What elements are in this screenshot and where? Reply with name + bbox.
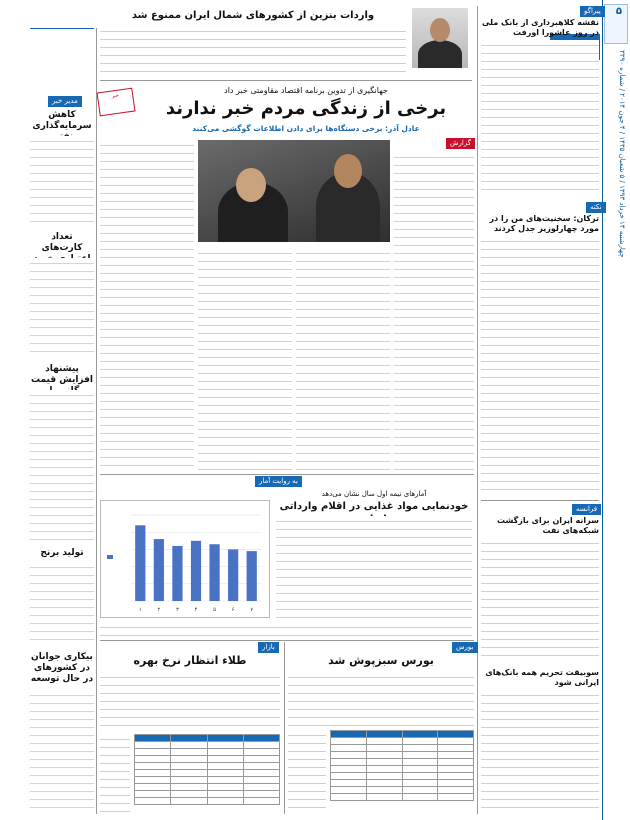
- chart-x-tick-label: ۲: [157, 607, 161, 613]
- main-body-col: [296, 248, 390, 470]
- top-right-body: [481, 40, 599, 196]
- chart-bar: [135, 525, 145, 601]
- main-headline: برخی از زندگی مردم خبر ندارند: [165, 98, 447, 119]
- bourse-table: [330, 730, 474, 801]
- bourse-body-2: [288, 730, 326, 814]
- top-right-title: نقشه کلاهبرداری از بانک ملی در روز عاشورا اورفت: [481, 18, 599, 37]
- left-item-body: [30, 562, 94, 642]
- chart-x-tick-label: ۶: [231, 607, 235, 613]
- main-kicker: جهانگیری از تدوین برنامه اقتصاد مقاومتی خبر داد: [224, 86, 388, 95]
- right-body-2: [481, 236, 599, 496]
- main-subhead: عادل آذر: برخی دستگاه‌ها برای دادن اطلاعات گوگشی می‌کنند: [192, 124, 420, 133]
- left-item-title: کاهش سرمایه‌گذاری: [32, 110, 92, 131]
- chart-bar: [209, 544, 219, 601]
- left-item-body: [30, 258, 94, 358]
- rule: [100, 80, 472, 81]
- right-body-3: [481, 538, 599, 658]
- column-divider: [477, 6, 478, 814]
- chart-svg: [101, 501, 269, 617]
- chart-x-tick-label: ۱: [138, 607, 142, 613]
- chart-caption-lines: [100, 622, 472, 636]
- main-photo: [198, 140, 390, 242]
- left-item-title: تعداد کارت‌های: [41, 232, 83, 253]
- rule: [30, 28, 94, 29]
- left-item-body: [30, 390, 94, 540]
- chart-bar: [154, 539, 164, 601]
- top-center-title: واردات بنزین از کشورهای شمال ایران ممنوع شد: [131, 10, 375, 21]
- chart-x-tick-label: ۷: [250, 607, 254, 613]
- chart-x-tick-label: ۳: [176, 607, 179, 613]
- stamp-label: خبر: [111, 92, 120, 100]
- portrait-photo: [412, 8, 468, 68]
- chart-bar: [172, 546, 182, 601]
- left-item-body: [30, 136, 94, 226]
- rule: [100, 474, 474, 475]
- left-item-title: بیکاری جوانان در کشورهای در حال توسعه: [30, 652, 94, 684]
- chart-bar: [228, 549, 238, 601]
- right-body-4: [481, 690, 599, 814]
- left-item-title: تولید برنج: [40, 548, 84, 558]
- chart-kicker: آمارهای نیمه اول سال نشان می‌دهد: [321, 490, 427, 498]
- main-body-col: [198, 248, 292, 470]
- chart-x-tick-label: ۵: [213, 607, 216, 613]
- chart-bar: [247, 551, 257, 601]
- column-divider: [284, 642, 285, 814]
- right-tag-3: فرانسه: [572, 504, 601, 515]
- legend-swatch: [107, 555, 113, 559]
- bourse-tag: بورس: [452, 642, 478, 653]
- right-title-3: سرانه ایران برای بازگشت شبکه‌های نفت: [496, 516, 599, 535]
- column-divider: [96, 28, 97, 814]
- right-title-2: ترکان: سخنیت‌های من را در مورد چهارلوزیر جدل کردند: [489, 214, 599, 233]
- issue-info: چهارشنبه ۱۴ خرداد ۱۳۹۳ / ۵ شعبان ۱۴۳۵ / ۴ جون ۲۰۱۴ / شماره ۳۳۹۰: [618, 50, 626, 258]
- left-column-tag: مدیر خبر: [48, 96, 82, 107]
- top-center-body: [100, 26, 406, 76]
- right-title-4: سوبیقت تحریم همه بانک‌های ایرانی شود: [485, 668, 599, 687]
- main-body-col: [394, 152, 474, 470]
- rule: [481, 500, 599, 501]
- left-item-title: پیشنهاد افزایش قیمت: [30, 364, 94, 385]
- bourse-body: [288, 672, 474, 726]
- chart-section-tag: به روایت آمار: [255, 476, 302, 487]
- main-body-col: [100, 140, 194, 470]
- top-right-tag: پیراگو: [580, 6, 605, 17]
- masthead-strip: [602, 0, 630, 820]
- rule: [100, 640, 474, 641]
- chart-section-body: [276, 516, 472, 620]
- bazaar-title: طلاء انتظار نرخ بهره: [133, 654, 247, 667]
- right-tag: نکته: [586, 202, 606, 213]
- stamp: [97, 88, 136, 117]
- left-item-body: [30, 690, 94, 814]
- bar-chart: [100, 500, 270, 618]
- page-number: ۵: [615, 6, 622, 17]
- chart-headline: خودنمایی مواد غذایی در اقلام وارداتی: [279, 501, 469, 512]
- main-tag: گزارش: [446, 138, 475, 149]
- chart-x-tick-label: ۴: [194, 607, 198, 613]
- bazaar-body: [100, 672, 280, 730]
- bourse-title: بورس سبزپوش شد: [328, 654, 434, 667]
- bazaar-table: [134, 734, 280, 805]
- bazaar-tag: بازار: [258, 642, 279, 653]
- bazaar-body-2: [100, 734, 130, 814]
- chart-bar: [191, 541, 201, 601]
